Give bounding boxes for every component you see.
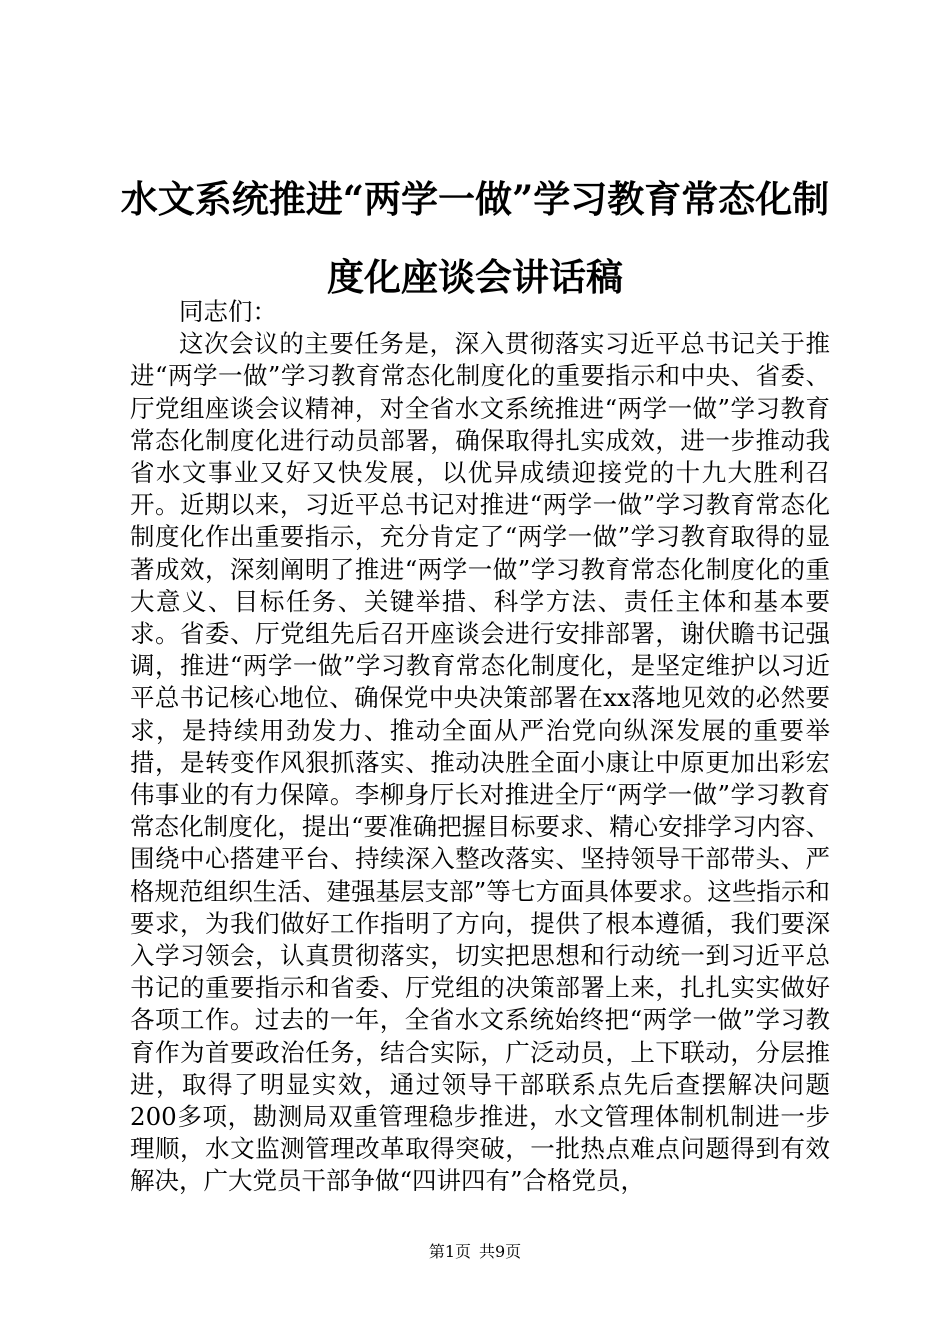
salutation: 同志们： bbox=[179, 297, 277, 326]
page-number: 第1页 bbox=[428, 1242, 471, 1261]
document-body bbox=[130, 296, 830, 1198]
body-paragraph: 这次会议的主要任务是，深入贯彻落实习近平总书记关于推进“两学一做”学习教育常态化制度化的重要指示和中央、省委、厅党组座谈会议精神，对全省水文系统推进“两学一做”学习教育常态化制度化进行动员部署，确保取得扎实成效，进一步推动我省水文事业又好又快发展，以优异成绩迎接党的十九大胜利召开。近期以来，习近平总书记对推进“两学一做”学习教育常态化制度化作出重要指示，充分肯定了“两学一做”学习教育取得的显著成效，深刻阐明了推进“两学一做”学习教育常态化制度化的重大意义、目标任务、关键举措、科学方法、责任主体和基本要求。省委、厅党组先后召开座谈会进行安排部署，谢伏瞻书记强调，推进“两学一做”学习教育常态化制度化，是坚定维护以习近平总书记核心地位、确保党中央决策部署在xx落地见效的必然要求，是持续用劲发力、推动全面从严治党向纵深发展的重要举措，是转变作风狠抓落实、推动决胜全面小康让中原更加出彩宏伟事业的有力保障。李柳身厅长对推进全厅“两学一做”学习教育常态化制度化，提出“要准确把握目标要求、精心安排学习内容、围绕中心搭建平台、持续深入整改落实、坚持领导干部带头、严格规范组织生活、建强基层支部”等七方面具体要求。这些指示和要求，为我们做好工作指明了方向，提供了根本遵循，我们要深入学习领会，认真贯彻落实，切实把思想和行动统一到习近平总书记的重要指示和省委、厅党组的决策部署上来，扎扎实实做好各项工作。过去的一年，全省水文系统始终把“两学一做”学习教育作为首要政治任务，结合实际，广泛动员，上下联动，分层推进，取得了明显实效，通过领导干部联系点先后查摆解决问题200多项，勘测局双重管理稳步推进，水文管理体制机制进一步理顺，水文监测管理改革取得突破，一批热点难点问题得到有效解决，广大党员干部争做“四讲四有”合格党员， bbox=[130, 329, 830, 1196]
document-title: 水文系统推进“两学一做”学习教育常态化制度化座谈会讲话稿 bbox=[120, 177, 830, 299]
page-total: 共9页 bbox=[479, 1242, 522, 1261]
page-footer bbox=[0, 1241, 950, 1263]
